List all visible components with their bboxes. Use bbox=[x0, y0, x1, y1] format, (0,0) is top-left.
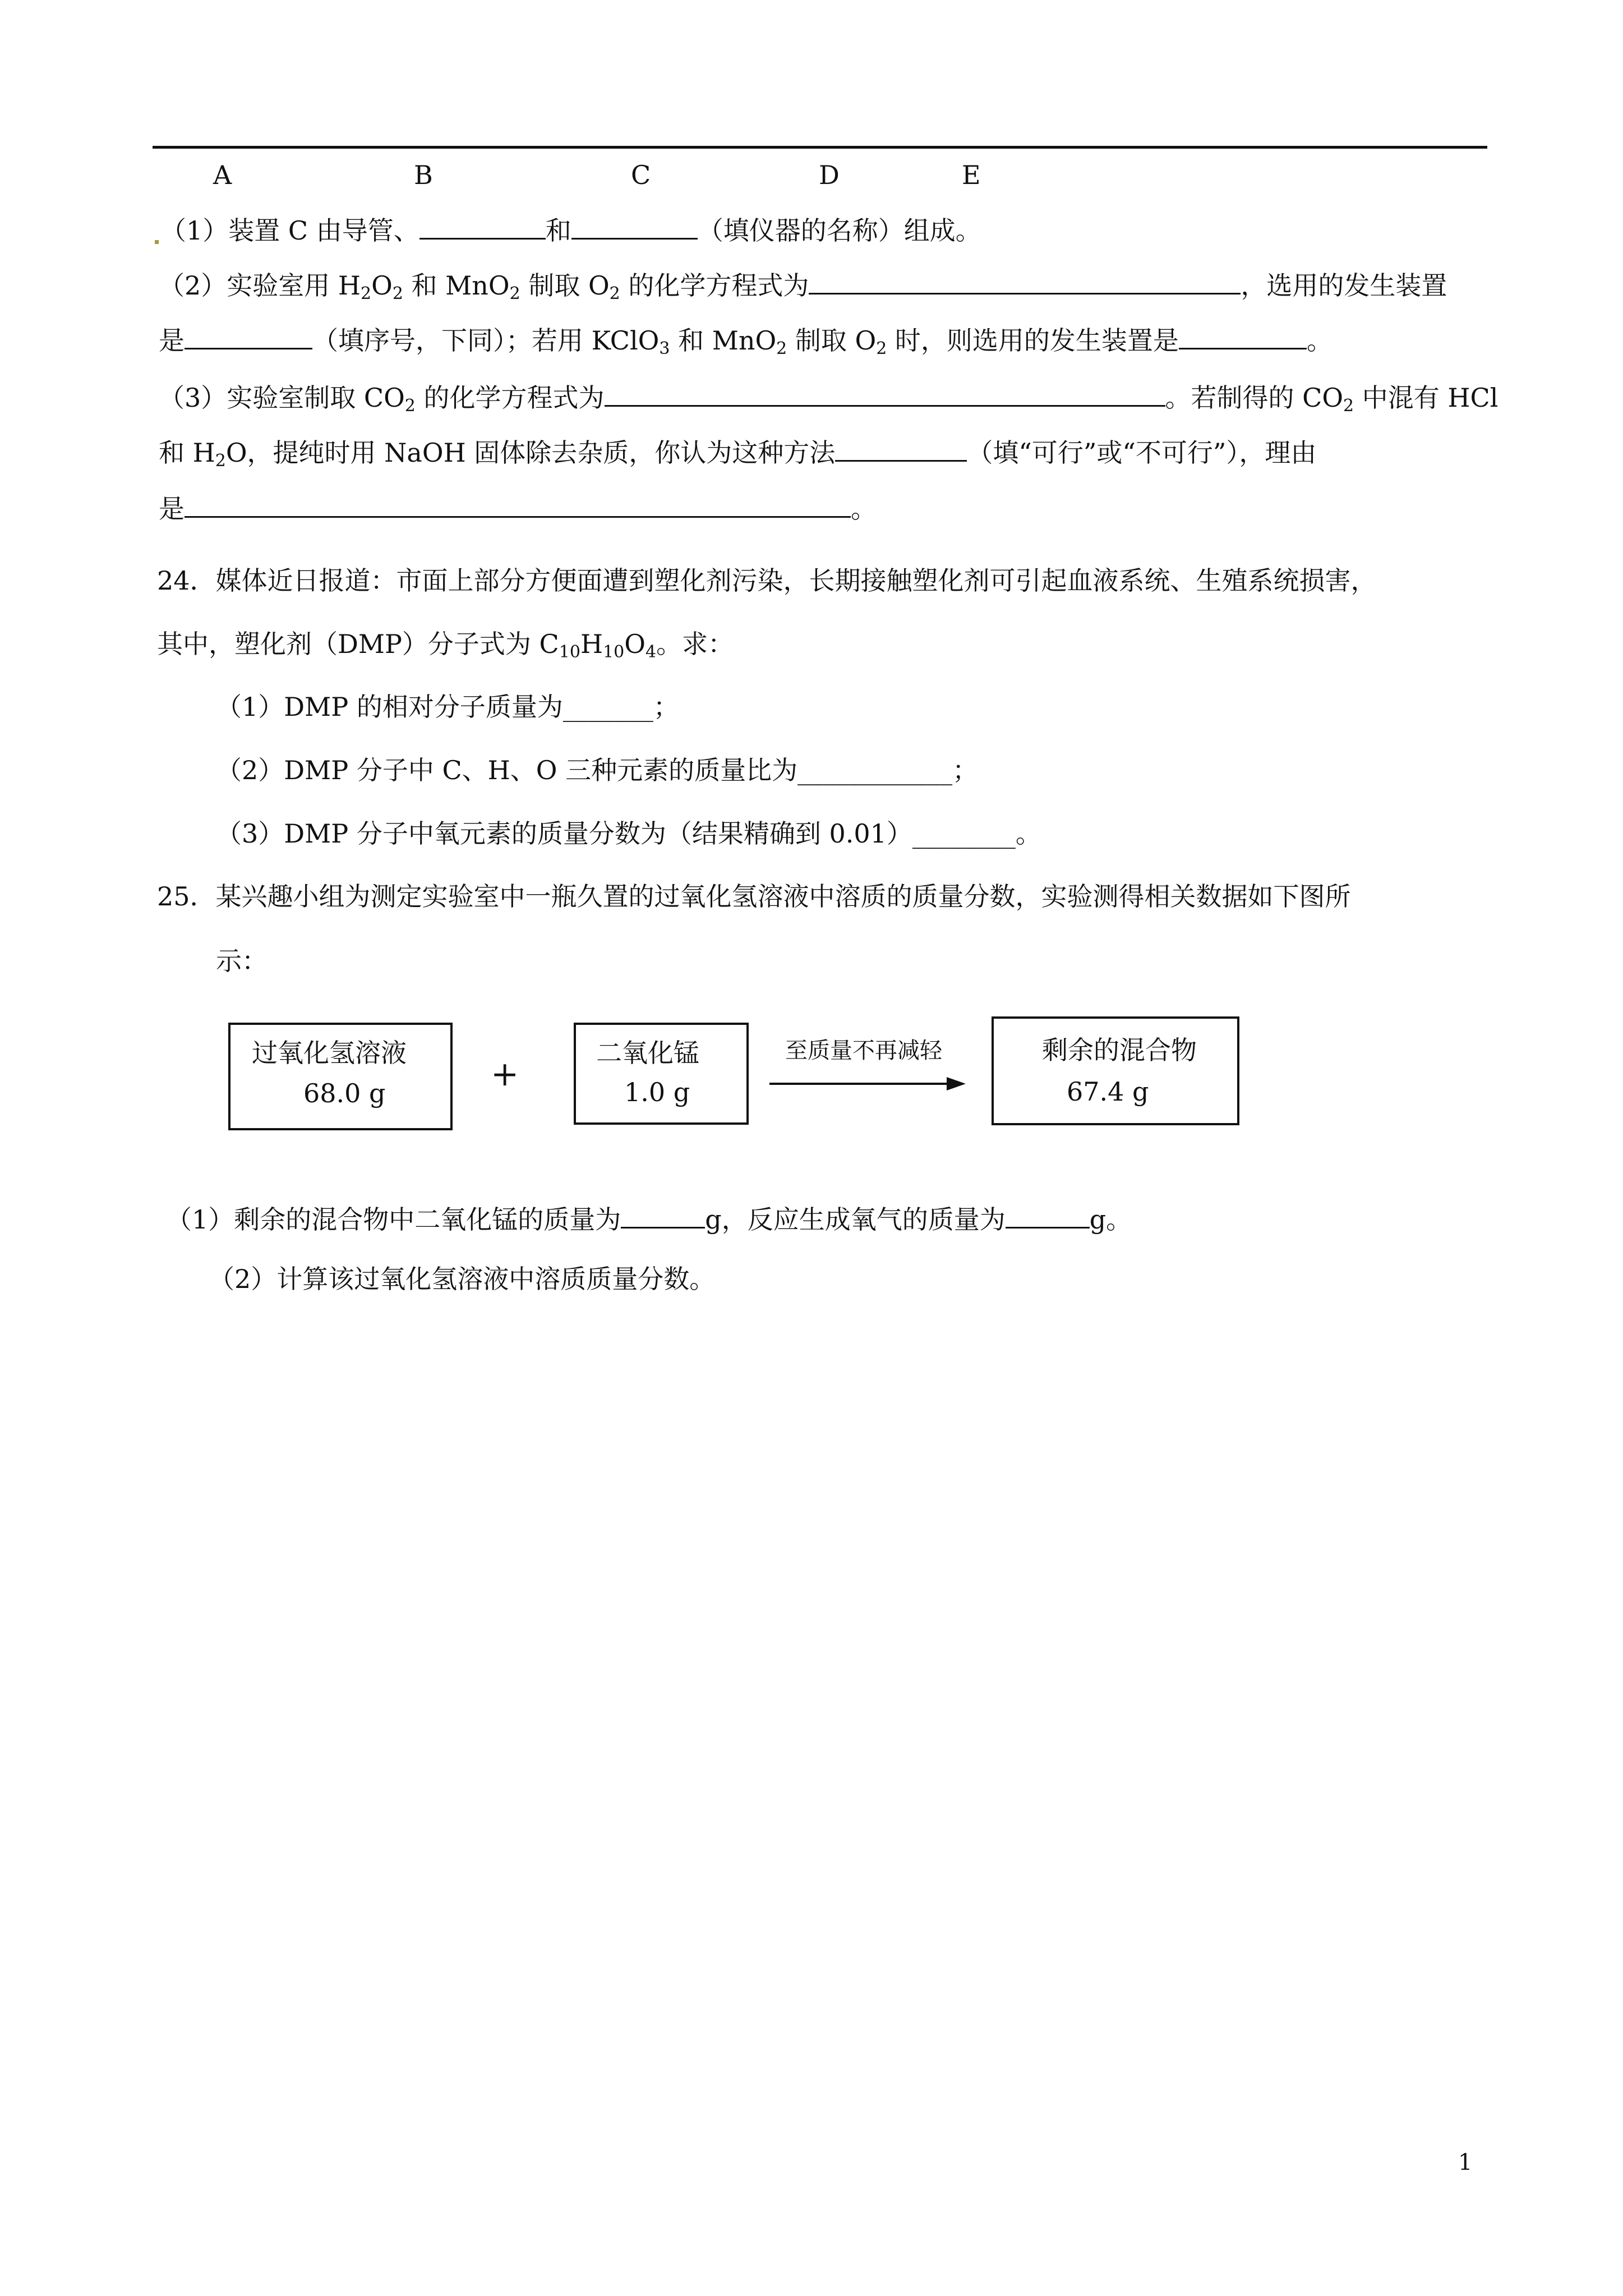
box-remaining-mixture bbox=[992, 1016, 1239, 1125]
q25-part2: （2）计算该过氧化氢溶液中溶质质量分数。 bbox=[209, 1264, 716, 1294]
q24-stem-line2: 其中，塑化剂（DMP）分子式为 $C_{10}H_{10}O_4$。求： bbox=[157, 629, 734, 662]
box2-name: 二氧化锰 bbox=[596, 1038, 699, 1068]
answer-blank[interactable] bbox=[835, 435, 967, 462]
arrow-label: 至质量不再减轻 bbox=[785, 1038, 942, 1064]
answer-blank[interactable] bbox=[185, 491, 851, 518]
answer-blank[interactable] bbox=[621, 1202, 705, 1228]
q24-stem-line1: 24．媒体近日报道：市面上部分方便面遭到塑化剂污染，长期接触塑化剂可引起血液系统、生殖系统损害， bbox=[157, 565, 1377, 596]
q24-sub1: （1）DMP 的相对分子质量为_______； bbox=[216, 692, 679, 722]
q24-sub3: （3）DMP 分子中氧元素的质量分数为（结果精确到 0.01）________。 bbox=[216, 818, 1041, 849]
box2-mass: 1.0 g bbox=[624, 1077, 690, 1107]
top-rule bbox=[153, 146, 1487, 149]
page-number: 1 bbox=[1458, 2150, 1473, 2175]
answer-blank[interactable] bbox=[1179, 323, 1307, 349]
figure-label-a: A bbox=[213, 160, 232, 190]
plus-sign: + bbox=[491, 1055, 519, 1094]
q23-part3-line2: 和 $H_2O$，提纯时用 NaOH 固体除去杂质，你认为这种方法 （填“可行”或“不可行”），理由 bbox=[159, 435, 1316, 470]
figure-label-c: C bbox=[631, 160, 651, 190]
answer-blank[interactable] bbox=[571, 213, 698, 240]
figure-label-d: D bbox=[819, 160, 840, 190]
stray-mark bbox=[155, 240, 159, 244]
answer-blank[interactable] bbox=[1006, 1202, 1090, 1228]
box-manganese-dioxide bbox=[574, 1023, 749, 1125]
answer-blank[interactable] bbox=[605, 380, 1165, 407]
q25-stem-line1: 25．某兴趣小组为测定实验室中一瓶久置的过氧化氢溶液中溶质的质量分数，实验测得相关数据如下图所 bbox=[157, 881, 1351, 912]
q23-part1: （1）装置 C 由导管、 和 （填仪器的名称）组成。 bbox=[160, 213, 981, 247]
box-hydrogen-peroxide bbox=[228, 1023, 453, 1130]
q23-part2-line2: 是 （填序号，下同）；若用 KClO$_3$ 和 MnO$_2$ 制取 $O_2$ 时，则选用的发生装置是 。 bbox=[159, 323, 1332, 357]
answer-blank[interactable] bbox=[809, 268, 1241, 295]
reaction-arrow bbox=[768, 1073, 970, 1095]
answer-blank[interactable] bbox=[185, 323, 312, 349]
q24-sub2: （2）DMP 分子中 C、H、O 三种元素的质量比为____________； bbox=[216, 755, 979, 785]
q23-part2-line1: （2）实验室用 $H_2O_2$ 和 MnO$_2$ 制取 $O_2$ 的化学方程式为 ，选用的发生装置 bbox=[159, 268, 1447, 302]
q25-part1: （1）剩余的混合物中二氧化锰的质量为 g，反应生成氧气的质量为 g。 bbox=[166, 1202, 1132, 1236]
box3-name: 剩余的混合物 bbox=[1042, 1035, 1197, 1065]
figure-label-b: B bbox=[414, 160, 433, 190]
box3-mass: 67.4 g bbox=[1067, 1076, 1149, 1107]
q25-stem-line2: 示： bbox=[216, 946, 268, 976]
q23-part3-line3: 是 。 bbox=[159, 491, 877, 526]
figure-label-e: E bbox=[962, 160, 981, 190]
q23-part3-line1: （3）实验室制取 $CO_2$ 的化学方程式为 。若制得的 $CO_2$ 中混有 HCl bbox=[159, 380, 1498, 415]
answer-blank[interactable] bbox=[419, 213, 546, 240]
box1-mass: 68.0 g bbox=[303, 1078, 386, 1108]
box1-name: 过氧化氢溶液 bbox=[252, 1038, 407, 1068]
